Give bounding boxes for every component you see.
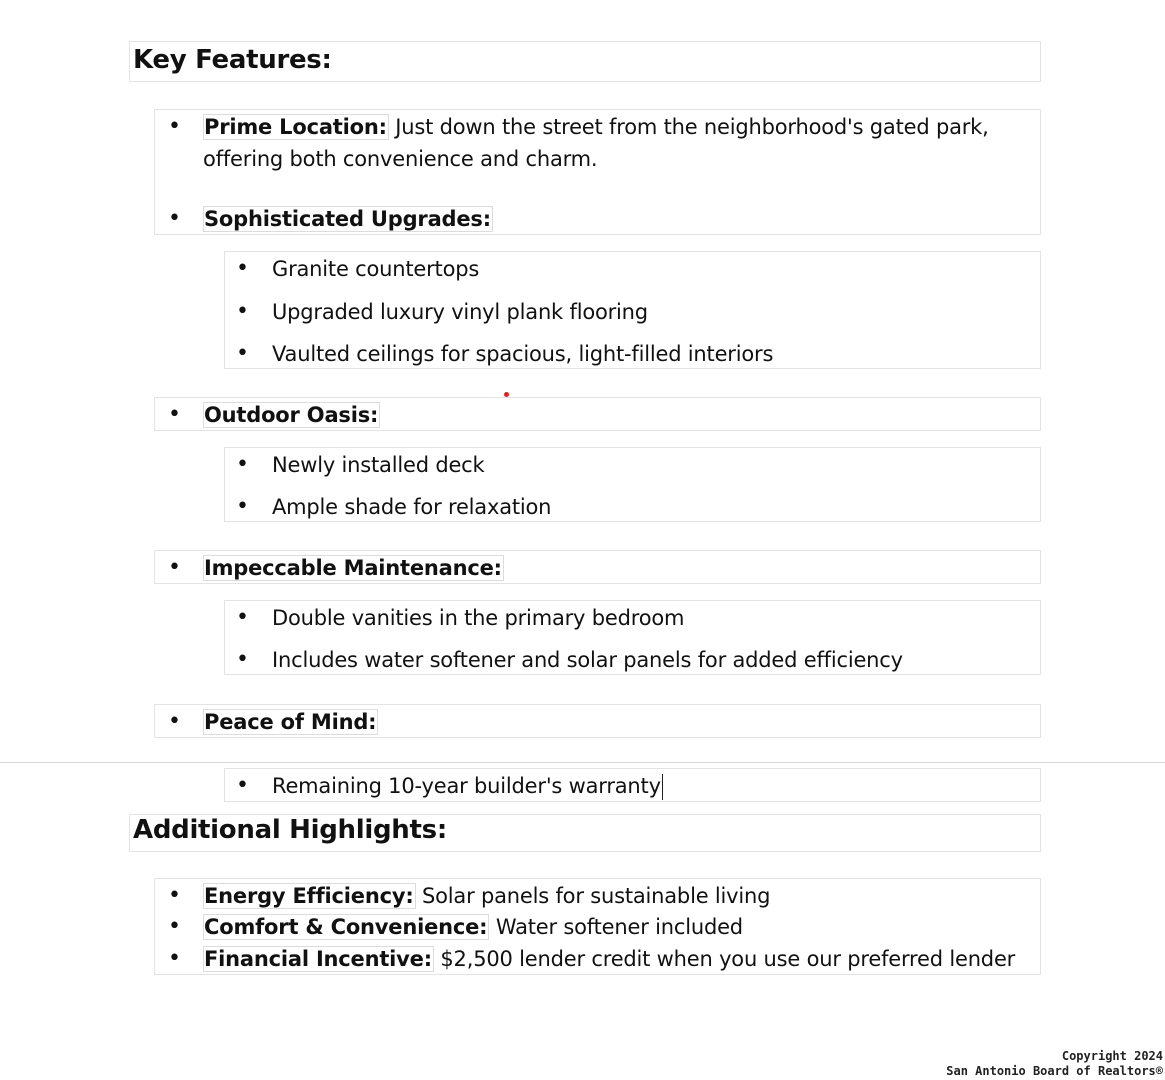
energy-label: Energy Efficiency: [204, 884, 414, 908]
bullet: • [168, 709, 181, 734]
list-item [203, 911, 743, 943]
list-item: Double vanities in the primary bedroom [272, 606, 685, 630]
bullet: • [168, 914, 181, 939]
list-item: Includes water softener and solar panels for added efficiency [272, 648, 903, 672]
financial-text: $2,500 lender credit when you use our preferred lender [433, 947, 1016, 971]
list-item [203, 943, 1015, 975]
comfort-label: Comfort & Convenience: [204, 915, 488, 939]
prime-location-text: Just down the street from the neighborhood's gated park, [388, 115, 989, 139]
financial-label: Financial Incentive: [204, 947, 432, 971]
text-cursor [662, 774, 663, 800]
energy-text: Solar panels for sustainable living [415, 884, 771, 908]
page-separator [0, 762, 1165, 763]
list-item [203, 880, 770, 912]
bullet: • [168, 883, 181, 908]
upgrades-item [203, 203, 493, 235]
bullet: • [236, 256, 249, 281]
maintenance-label: Impeccable Maintenance: [204, 556, 502, 580]
bullet: • [236, 605, 249, 630]
bullet: • [236, 341, 249, 366]
bullet: • [168, 206, 181, 231]
bullet: • [236, 452, 249, 477]
comfort-text: Water softener included [489, 915, 743, 939]
list-item: Granite countertops [272, 257, 480, 281]
bullet: • [168, 402, 181, 427]
copyright-line1: Copyright 2024 [1061, 1049, 1163, 1063]
bullet: • [168, 114, 181, 139]
bullet: • [168, 946, 181, 971]
prime-location-item [203, 111, 989, 143]
list-item: Newly installed deck [272, 453, 485, 477]
bullet: • [236, 773, 249, 798]
list-item: Vaulted ceilings for spacious, light-filled interiors [272, 342, 774, 366]
bullet: • [236, 647, 249, 672]
maintenance-item [203, 552, 504, 584]
bullet: • [236, 299, 249, 324]
outdoor-label: Outdoor Oasis: [204, 403, 379, 427]
upgrades-label: Sophisticated Upgrades: [204, 207, 491, 231]
key-features-heading: Key Features: [133, 45, 332, 75]
warranty-text: Remaining 10-year builder's warranty [272, 774, 661, 798]
copyright-line2: San Antonio Board of Realtors® [946, 1064, 1163, 1078]
prime-location-text-line2: offering both convenience and charm. [203, 147, 598, 171]
prime-location-label: Prime Location: [204, 115, 387, 139]
additional-heading: Additional Highlights: [133, 815, 447, 845]
list-item: Ample shade for relaxation [272, 495, 552, 519]
bullet: • [236, 494, 249, 519]
peace-label: Peace of Mind: [204, 710, 377, 734]
copyright-notice [946, 1049, 1163, 1079]
bullet: • [168, 555, 181, 580]
peace-item [203, 706, 378, 738]
outdoor-item [203, 399, 380, 431]
list-item[interactable] [272, 770, 663, 802]
list-item: Upgraded luxury vinyl plank flooring [272, 300, 648, 324]
